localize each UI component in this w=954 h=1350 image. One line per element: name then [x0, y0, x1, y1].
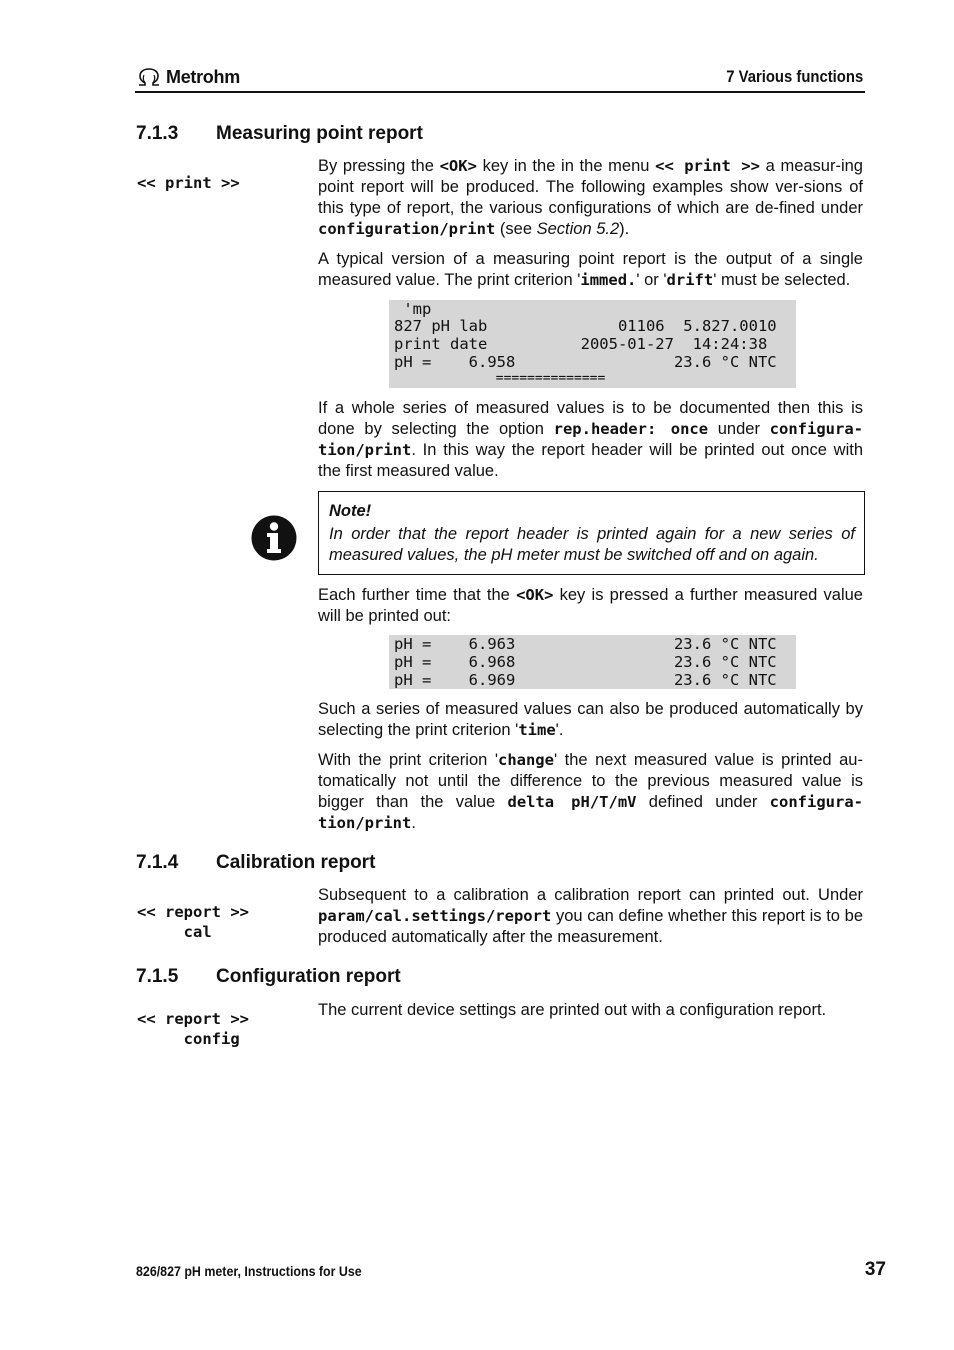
section-number: 7.1.4 [136, 852, 179, 873]
page-number: 37 [864, 1259, 886, 1280]
printout-line: pH = 6.969 23.6 °C NTC [394, 671, 777, 689]
printout-line: 827 pH lab 01106 5.827.0010 [394, 317, 777, 335]
logo-text: Metrohm [166, 66, 240, 87]
section-number: 7.1.5 [136, 966, 179, 987]
printout-line: pH = 6.958 23.6 °C NTC [394, 353, 777, 371]
note-box [318, 491, 865, 575]
paragraph-further-press: Each further time that the <OK> key is pressed a further measured value will be printed out: [318, 586, 863, 625]
chapter-title: 7 Various functions [726, 68, 863, 86]
margin-label-report-config: << report >> config [137, 1010, 249, 1048]
printout-line: pH = 6.968 23.6 °C NTC [394, 653, 777, 671]
section-heading-7-1-5 [136, 966, 401, 988]
section-title: Calibration report [216, 852, 376, 873]
printout-separator: ============== [394, 371, 606, 386]
printout-series [389, 635, 796, 689]
section-title: Measuring point report [216, 123, 423, 144]
note-title: Note! [329, 502, 372, 520]
header-rule [135, 91, 865, 93]
paragraph-change-criterion: With the print criterion 'change' the next measured value is printed au-tomatically not until the difference to the previous measured value is bigger than the value delta pH/T/mV defined under configura-tion/print. [318, 751, 863, 832]
section-heading-7-1-4 [136, 852, 375, 874]
section-number: 7.1.3 [136, 123, 179, 144]
printout-line: pH = 6.963 23.6 °C NTC [394, 635, 777, 653]
printout-line: 'mp [394, 300, 432, 318]
margin-label-print: << print >> [137, 174, 240, 192]
paragraph-typical-version: A typical version of a measuring point report is the output of a single measured value. The print criterion 'immed.' or 'drift' must be selected. [318, 250, 863, 289]
info-icon [251, 515, 297, 561]
footer-manual-title: 826/827 pH meter, Instructions for Use [136, 1264, 362, 1279]
paragraph-calibration: Subsequent to a calibration a calibration report can printed out. Under param/cal.settings/report you can define whether this report is to be produced automatically after the measurement. [318, 886, 863, 946]
paragraph-configuration: The current device settings are printed out with a configuration report. [318, 1001, 827, 1019]
paragraph-series: If a whole series of measured values is to be documented then this is done by selecting the option rep.header: once under configura-tion/print. In this way the report header will be printed out once with the first measured value. [318, 399, 863, 480]
note-body: In order that the report header is printed again for a new series of measured values, the pH meter must be switched off and on again. [329, 525, 855, 564]
section-title: Configuration report [216, 966, 401, 987]
section-heading-7-1-3 [136, 123, 423, 145]
paragraph-intro: By pressing the <OK> key in the in the menu << print >> a measur-ing point report will be produced. The following examples show ver-sions of this type of report, the various configurations of which are de-fined under configuration/print (see Section 5.2). [318, 157, 863, 238]
metrohm-logo [136, 64, 240, 90]
printout-line: print date 2005-01-27 14:24:38 [394, 335, 768, 353]
margin-label-report-cal: << report >> cal [137, 903, 249, 941]
paragraph-time-criterion: Such a series of measured values can also be produced automatically by selecting the print criterion 'time'. [318, 700, 863, 739]
omega-icon [136, 67, 162, 87]
printout-single-report [389, 300, 796, 388]
